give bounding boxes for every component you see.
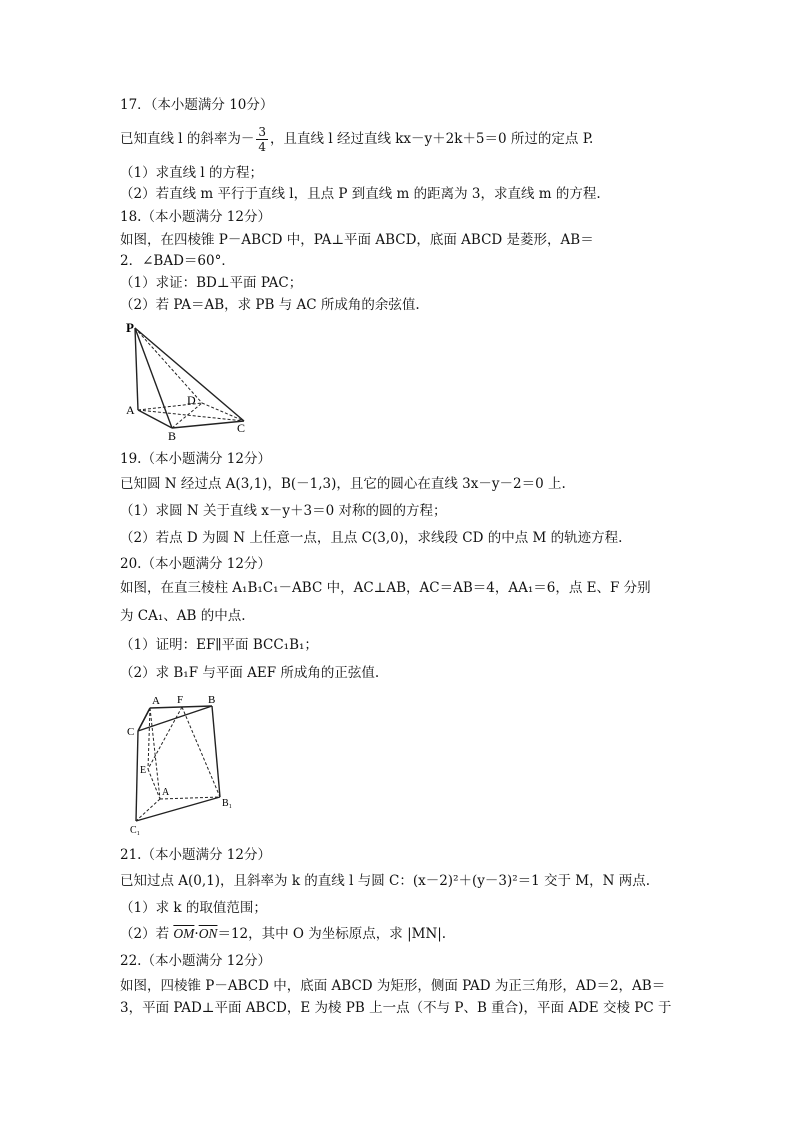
- q18-stem-line1: 如图，在四棱锥 P－ABCD 中，PA⊥平面 ABCD，底面 ABCD 是菱形，AB＝: [120, 232, 594, 248]
- q17-sub2: （2）若直线 m 平行于直线 l，且点 P 到直线 m 的距离为 3，求直线 m 的方程.: [120, 186, 601, 202]
- q19-header: 19.（本小题满分 12分）: [120, 451, 271, 467]
- q17-sub1: （1）求直线 l 的方程；: [120, 165, 263, 181]
- q21-header: 21.（本小题满分 12分）: [120, 847, 271, 863]
- q22-stem-line1: 如图，四棱锥 P－ABCD 中，底面 ABCD 为矩形，侧面 PAD 为正三角形，AD＝2，AB＝: [120, 978, 666, 994]
- q17-stem: [120, 124, 593, 154]
- q19-sub2: （2）若点 D 为圆 N 上任意一点，且点 C(3,0)，求线段 CD 的中点 M 的轨迹方程.: [120, 530, 623, 546]
- q22-header: 22.（本小题满分 12分）: [120, 953, 271, 969]
- q19-sub1: （1）求圆 N 关于直线 x－y＋3＝0 对称的圆的方程；: [120, 503, 447, 519]
- q20-header: 20.（本小题满分 12分）: [120, 556, 271, 572]
- vector-om: $\overline{OM}$: [173, 926, 195, 941]
- q18-header: 18.（本小题满分 12分）: [120, 209, 271, 225]
- vector-on: $\overline{ON}$: [198, 926, 218, 941]
- fig18-label-P: P: [126, 320, 134, 335]
- dot-operator: ·: [194, 926, 199, 942]
- q20-stem-line1: 如图，在直三棱柱 A₁B₁C₁－ABC 中，AC⊥AB，AC＝AB＝4，AA₁＝6，点 E、F 分别: [120, 580, 651, 596]
- fig18-label-A: A: [126, 403, 135, 417]
- fig18-label-D: D: [187, 393, 196, 407]
- q21-sub2-b: ＝12，其中 O 为坐标原点，求 |MN|.: [217, 926, 447, 942]
- fig18-label-B: B: [168, 429, 177, 443]
- q19-stem: 已知圆 N 经过点 A(3,1)，B(－1,3)，且它的圆心在直线 3x－y－2＝0 上.: [120, 476, 566, 492]
- q22-stem-line2: 3，平面 PAD⊥平面 ABCD，E 为棱 PB 上一点（不与 P、B 重合)，平面 ADE 交棱 PC 于: [120, 1000, 672, 1016]
- fig20-label-E: E: [140, 765, 147, 776]
- fig18-label-C: C: [237, 421, 246, 435]
- fig20-label-A: A: [152, 695, 160, 707]
- q20-sub1: （1）证明：EF∥平面 BCC₁B₁；: [120, 637, 318, 653]
- q17-header: 17．（本小题满分 10分）: [120, 97, 274, 113]
- fig20-label-B: B: [208, 694, 216, 706]
- q18-stem-line2: 2．∠BAD＝60°．: [120, 253, 235, 269]
- q20-stem-line2: 为 CA₁、AB 的中点.: [120, 608, 246, 624]
- fig20-label-B1: B₁: [222, 798, 233, 809]
- q20-sub2: （2）求 B₁F 与平面 AEF 所成角的正弦值.: [120, 665, 380, 681]
- fig20-label-F: F: [177, 694, 184, 706]
- q21-sub1: （1）求 k 的取值范围；: [120, 900, 267, 916]
- q17-stem-b: ，且直线 l 经过直线 kx－y＋2k＋5＝0 所过的定点 P.: [270, 131, 594, 147]
- q18-sub1: （1）求证：BD⊥平面 PAC；: [120, 275, 303, 291]
- q17-stem-a: 已知直线 l 的斜率为－: [120, 131, 255, 147]
- q18-sub2: （2）若 PA＝AB，求 PB 与 AC 所成角的余弦值.: [120, 297, 420, 313]
- q21-sub2-a: （2）若: [120, 926, 174, 942]
- prism-figure: [120, 693, 240, 841]
- fig20-label-A1: A: [162, 787, 170, 798]
- slope-fraction: [256, 125, 268, 154]
- fig20-label-C: C: [127, 726, 135, 738]
- fraction-denominator: 4: [258, 140, 267, 154]
- fig20-label-C1: C₁: [130, 825, 141, 836]
- q21-stem: 已知过点 A(0,1)，且斜率为 k 的直线 l 与圆 C：(x－2)²＋(y－3)²＝1 交于 M，N 两点.: [120, 873, 651, 889]
- q21-sub2: [120, 924, 446, 944]
- pyramid-figure: [120, 318, 270, 443]
- fraction-numerator: 3: [258, 125, 267, 139]
